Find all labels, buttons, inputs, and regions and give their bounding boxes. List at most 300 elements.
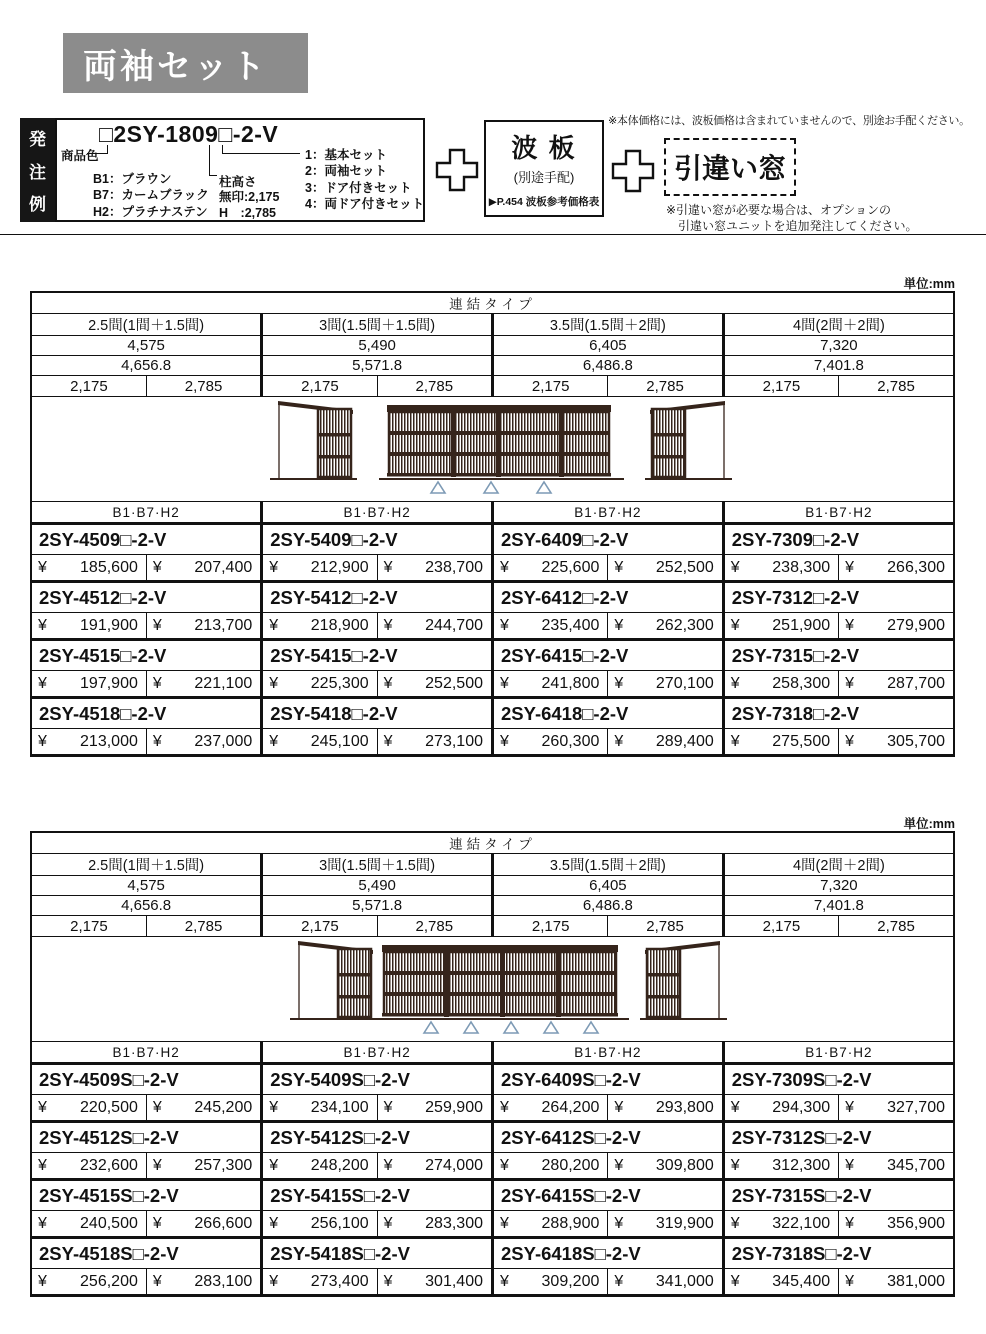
price-cell [31,555,146,582]
color-header: B1·B7·H2 [262,502,493,524]
price-cell [839,1153,954,1180]
unit-label: 単位:mm [903,817,955,831]
price-cell [262,729,377,756]
set-option: 1：基本セット [305,148,387,162]
yen-sign: ¥ [269,732,279,750]
price-value: 260,300 [541,732,600,750]
yen-sign: ¥ [269,558,279,576]
product-code: 2SY-4512□-2-V [31,582,262,613]
width-value: 5,490 [262,876,493,896]
price-value: 248,200 [310,1156,369,1174]
order-example-box [55,118,425,222]
product-code: 2SY-5412□-2-V [262,582,493,613]
price-value: 345,700 [887,1156,945,1174]
span-header: 4間(2間＋2間) [723,854,954,876]
overall-width-value: 7,401.8 [723,896,954,916]
price-cell [608,613,723,640]
price-value: 225,300 [310,674,369,692]
price-cell [723,1153,838,1180]
note-window-line2: 引違い窓ユニットを追加発注してください。 [678,218,918,233]
price-cell [493,1095,608,1122]
price-cell [377,1095,492,1122]
price-value: 244,700 [425,616,483,634]
product-code: 2SY-7312□-2-V [723,582,954,613]
price-value: 256,100 [310,1214,369,1232]
span-header: 2.5間(1間＋1.5間) [31,854,262,876]
width-value: 7,320 [723,336,954,356]
price-value: 309,200 [541,1272,600,1290]
yen-sign: ¥ [152,1214,162,1232]
set-type-options [305,147,424,212]
price-cell [377,1269,492,1296]
price-value: 232,600 [80,1156,138,1174]
yen-sign: ¥ [500,1214,509,1232]
height-value: 2,785 [146,376,261,397]
yen-sign: ¥ [152,732,162,750]
yen-sign: ¥ [614,1214,624,1232]
color-label: 商品色 [61,149,99,163]
product-code: 2SY-7312S□-2-V [723,1122,954,1153]
note-window [666,203,918,234]
page-title: 両袖セット [83,47,268,86]
price-cell [608,1095,723,1122]
price-cell [839,729,954,756]
yen-sign: ¥ [38,732,47,750]
yen-sign: ¥ [614,1156,624,1174]
yen-sign: ¥ [152,1272,162,1290]
yen-sign: ¥ [383,1272,393,1290]
product-code: 2SY-4515□-2-V [31,640,262,671]
gate-illustration [32,937,953,1037]
price-value: 262,300 [655,616,714,634]
price-cell [608,729,723,756]
yen-sign: ¥ [730,558,740,576]
product-code: 2SY-6418S□-2-V [493,1238,724,1269]
product-code: 2SY-6415□-2-V [493,640,724,671]
color-options [93,171,209,220]
price-cell [146,1153,261,1180]
pillar-height-label: 柱高さ [219,175,257,189]
product-code: 2SY-4509S□-2-V [31,1064,262,1095]
width-value: 4,575 [31,876,262,896]
height-value: 2,175 [723,376,838,397]
width-value: 7,320 [723,876,954,896]
yen-sign: ¥ [614,616,624,634]
gate-illustration [32,397,953,497]
yen-sign: ¥ [845,616,855,634]
overall-width-value: 6,486.8 [493,896,724,916]
price-value: 252,500 [425,674,483,692]
price-cell [31,671,146,698]
product-code: 2SY-7315□-2-V [723,640,954,671]
yen-sign: ¥ [38,558,47,576]
product-code: 2SY-7318S□-2-V [723,1238,954,1269]
price-table-reference[interactable]: ▶P.454 波板参考価格表 [488,196,600,208]
yen-sign: ¥ [269,674,279,692]
corrugated-sheet-box [484,120,604,217]
yen-sign: ¥ [500,1098,509,1116]
price-value: 238,300 [772,558,831,576]
price-cell [262,1211,377,1238]
price-value: 274,000 [425,1156,483,1174]
tab-char: 例 [29,194,46,214]
set-option: 4：両ドア付きセット [305,196,425,211]
yen-sign: ¥ [730,1272,740,1290]
product-code: 2SY-4515S□-2-V [31,1180,262,1211]
price-cell [377,555,492,582]
price-value: 245,200 [194,1098,253,1116]
yen-sign: ¥ [845,558,855,576]
yen-sign: ¥ [500,674,509,692]
price-cell [377,613,492,640]
price-value: 235,400 [541,616,600,634]
sliding-window-title: 引違い窓 [673,153,786,184]
price-cell [608,555,723,582]
price-cell [493,555,608,582]
yen-sign: ¥ [730,1214,740,1232]
price-cell [146,1211,261,1238]
price-value: 238,700 [425,558,483,576]
product-code: 2SY-7309S□-2-V [723,1064,954,1095]
price-cell [493,671,608,698]
yen-sign: ¥ [152,674,162,692]
product-code: 2SY-5415S□-2-V [262,1180,493,1211]
price-value: 251,900 [772,616,831,634]
price-value: 259,900 [425,1098,483,1116]
price-value: 258,300 [772,674,831,692]
yen-sign: ¥ [730,1098,740,1116]
width-value: 6,405 [493,336,724,356]
span-header: 3.5間(1.5間＋2間) [493,314,724,336]
price-cell [146,729,261,756]
price-table-renketsu-s [30,831,955,1297]
price-cell [262,1153,377,1180]
price-cell [377,1211,492,1238]
price-value: 213,700 [194,616,253,634]
tab-char: 注 [29,162,46,182]
height-value: 2,175 [31,376,146,397]
product-code: 2SY-6418□-2-V [493,698,724,729]
sliding-window-box [664,138,796,196]
tab-char: 発 [29,130,46,150]
price-cell [608,1211,723,1238]
yen-sign: ¥ [730,1156,740,1174]
yen-sign: ¥ [500,616,509,634]
yen-sign: ¥ [730,674,740,692]
product-code: 2SY-5409S□-2-V [262,1064,493,1095]
product-code-example: □2SY-1809□-2-V [99,121,279,147]
price-value: 237,000 [194,732,253,750]
plus-icon [435,148,479,192]
height-value: 2,175 [493,916,608,937]
price-value: 356,900 [887,1214,945,1232]
yen-sign: ¥ [845,1214,855,1232]
price-value: 245,100 [310,732,369,750]
order-example-tab [20,118,55,222]
yen-sign: ¥ [269,1272,279,1290]
product-code: 2SY-5412S□-2-V [262,1122,493,1153]
yen-sign: ¥ [383,674,393,692]
price-cell [262,1269,377,1296]
corrugated-sheet-subtitle: (別途手配) [513,170,575,185]
corrugated-sheet-title: 波 板 [511,133,577,163]
price-value: 309,800 [655,1156,714,1174]
price-cell [146,671,261,698]
price-value: 273,100 [425,732,483,750]
yen-sign: ¥ [730,616,740,634]
yen-sign: ¥ [383,732,393,750]
set-option: 2：両袖セット [305,164,387,179]
price-value: 319,900 [655,1214,714,1232]
price-value: 312,300 [772,1156,831,1174]
price-value: 225,600 [541,558,600,576]
price-cell [377,1153,492,1180]
span-header: 3.5間(1.5間＋2間) [493,854,724,876]
color-option: B1：ブラウン [93,172,172,186]
price-value: 279,900 [887,616,945,634]
set-option: 3：ドア付きセット [305,180,412,195]
overall-width-value: 7,401.8 [723,356,954,376]
note-corrugated: ※本体価格には、波板価格は含まれていませんので、別途お手配ください。 [608,115,970,127]
price-cell [146,555,261,582]
price-value: 283,300 [425,1214,483,1232]
price-value: 322,100 [772,1214,831,1232]
yen-sign: ¥ [38,674,47,692]
price-value: 293,800 [655,1098,714,1116]
price-value: 305,700 [887,732,945,750]
color-header: B1·B7·H2 [723,502,954,524]
price-value: 288,900 [541,1214,600,1232]
price-cell [377,671,492,698]
height-value: 2,175 [723,916,838,937]
color-header: B1·B7·H2 [493,502,724,524]
price-value: 197,900 [80,674,138,692]
price-value: 257,300 [194,1156,253,1174]
leader-line [107,145,108,154]
price-value: 213,000 [80,732,138,750]
height-value: 2,175 [493,376,608,397]
price-cell [31,1211,146,1238]
product-code: 2SY-5409□-2-V [262,524,493,555]
price-cell [839,555,954,582]
yen-sign: ¥ [152,1098,162,1116]
price-value: 241,800 [541,674,600,692]
price-value: 264,200 [541,1098,600,1116]
yen-sign: ¥ [152,616,162,634]
gate-illustration-cell [31,397,954,502]
price-cell [31,729,146,756]
height-value: 2,785 [608,916,723,937]
price-cell [146,1095,261,1122]
height-value: 2,785 [377,376,492,397]
price-value: 289,400 [655,732,714,750]
price-value: 345,400 [772,1272,831,1290]
leader-line [222,153,300,154]
price-cell [608,1153,723,1180]
product-code: 2SY-5418S□-2-V [262,1238,493,1269]
height-value: 2,175 [262,916,377,937]
product-code: 2SY-5418□-2-V [262,698,493,729]
price-value: 273,400 [310,1272,369,1290]
price-value: 294,300 [772,1098,831,1116]
price-cell [31,1269,146,1296]
yen-sign: ¥ [269,616,279,634]
price-cell [146,1269,261,1296]
product-code: 2SY-6415S□-2-V [493,1180,724,1211]
color-option: H2：プラチナステン [93,204,208,219]
height-value: 2,785 [608,376,723,397]
divider [0,234,986,235]
span-header: 3間(1.5間＋1.5間) [262,314,493,336]
height-value: 2,785 [146,916,261,937]
price-cell [839,1095,954,1122]
price-cell [839,1269,954,1296]
color-header: B1·B7·H2 [493,1042,724,1064]
price-cell [608,1269,723,1296]
yen-sign: ¥ [269,1156,279,1174]
price-cell [262,671,377,698]
yen-sign: ¥ [500,1156,509,1174]
width-value: 5,490 [262,336,493,356]
plus-icon [611,149,655,193]
pillar-height-options [219,189,279,222]
overall-width-value: 4,656.8 [31,896,262,916]
width-value: 6,405 [493,876,724,896]
price-cell [723,1211,838,1238]
price-cell [377,729,492,756]
height-value: 2,785 [839,376,954,397]
yen-sign: ¥ [38,1156,47,1174]
product-code: 2SY-5415□-2-V [262,640,493,671]
price-value: 218,900 [310,616,369,634]
yen-sign: ¥ [730,732,740,750]
height-value: 2,175 [262,376,377,397]
price-value: 252,500 [655,558,714,576]
price-value: 207,400 [194,558,253,576]
yen-sign: ¥ [845,1272,855,1290]
price-cell [31,1095,146,1122]
price-cell [839,613,954,640]
price-cell [493,1269,608,1296]
yen-sign: ¥ [500,558,509,576]
unit-label: 単位:mm [903,277,955,291]
color-header: B1·B7·H2 [31,502,262,524]
price-value: 301,400 [425,1272,483,1290]
yen-sign: ¥ [614,732,624,750]
price-cell [723,671,838,698]
price-cell [839,1211,954,1238]
price-value: 283,100 [194,1272,253,1290]
price-cell [262,1095,377,1122]
yen-sign: ¥ [614,558,624,576]
yen-sign: ¥ [269,1098,279,1116]
price-value: 275,500 [772,732,831,750]
yen-sign: ¥ [500,1272,509,1290]
yen-sign: ¥ [614,1272,624,1290]
yen-sign: ¥ [845,1098,855,1116]
price-value: 234,100 [310,1098,369,1116]
yen-sign: ¥ [38,1272,47,1290]
product-code: 2SY-6409□-2-V [493,524,724,555]
price-value: 191,900 [80,616,138,634]
yen-sign: ¥ [383,1156,393,1174]
price-value: 256,200 [80,1272,138,1290]
pillar-option: 無印:2,175 [219,190,280,204]
yen-sign: ¥ [269,1214,279,1232]
yen-sign: ¥ [38,1214,47,1232]
price-value: 327,700 [887,1098,945,1116]
yen-sign: ¥ [614,1098,624,1116]
price-value: 240,500 [80,1214,138,1232]
price-value: 220,500 [80,1098,138,1116]
price-value: 280,200 [541,1156,600,1174]
product-code: 2SY-7309□-2-V [723,524,954,555]
price-cell [723,729,838,756]
product-code: 2SY-7315S□-2-V [723,1180,954,1211]
price-value: 270,100 [655,674,714,692]
price-cell [31,613,146,640]
yen-sign: ¥ [383,616,393,634]
price-cell [608,671,723,698]
yen-sign: ¥ [845,674,855,692]
price-cell [723,555,838,582]
price-cell [493,729,608,756]
yen-sign: ¥ [500,732,509,750]
price-value: 287,700 [887,674,945,692]
product-code: 2SY-6409S□-2-V [493,1064,724,1095]
price-cell [146,613,261,640]
yen-sign: ¥ [383,1214,393,1232]
span-header: 3間(1.5間＋1.5間) [262,854,493,876]
table-header: 連結タイプ [31,292,954,314]
product-code: 2SY-6412S□-2-V [493,1122,724,1153]
leader-line [222,145,223,153]
yen-sign: ¥ [38,1098,47,1116]
yen-sign: ¥ [152,558,162,576]
product-code: 2SY-6412□-2-V [493,582,724,613]
gate-illustration-cell [31,937,954,1042]
price-value: 266,600 [194,1214,253,1232]
price-cell [723,613,838,640]
price-value: 381,000 [887,1272,945,1290]
price-value: 266,300 [887,558,945,576]
color-header: B1·B7·H2 [262,1042,493,1064]
overall-width-value: 6,486.8 [493,356,724,376]
span-header: 4間(2間＋2間) [723,314,954,336]
yen-sign: ¥ [614,674,624,692]
product-code: 2SY-4512S□-2-V [31,1122,262,1153]
price-table-renketsu [30,291,955,757]
price-cell [262,555,377,582]
price-cell [839,671,954,698]
yen-sign: ¥ [845,732,855,750]
yen-sign: ¥ [152,1156,162,1174]
height-value: 2,785 [377,916,492,937]
color-header: B1·B7·H2 [31,1042,262,1064]
overall-width-value: 4,656.8 [31,356,262,376]
yen-sign: ¥ [383,1098,393,1116]
overall-width-value: 5,571.8 [262,896,493,916]
price-value: 341,000 [655,1272,714,1290]
width-value: 4,575 [31,336,262,356]
price-cell [493,1153,608,1180]
price-table-section-1 [30,291,955,757]
product-code: 2SY-4509□-2-V [31,524,262,555]
color-option: B7：カームブラック [93,188,209,203]
note-window-line1: ※引違い窓が必要な場合は、オプションの [666,203,891,217]
price-value: 212,900 [310,558,369,576]
yen-sign: ¥ [38,616,47,634]
